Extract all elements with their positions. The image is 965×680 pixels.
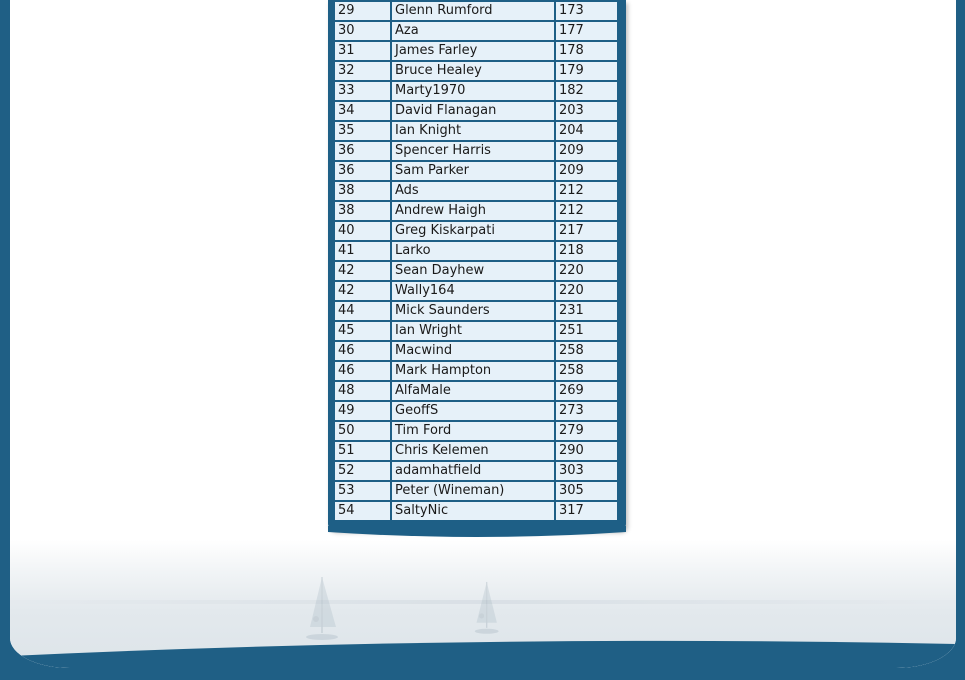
score-cell: 305 bbox=[555, 481, 618, 501]
rank-cell: 53 bbox=[334, 481, 391, 501]
rank-cell: 38 bbox=[334, 201, 391, 221]
results-table-frame bbox=[328, 0, 626, 530]
name-cell: Aza bbox=[391, 21, 555, 41]
table-row bbox=[334, 281, 618, 301]
score-cell: 220 bbox=[555, 261, 618, 281]
rank-cell: 41 bbox=[334, 241, 391, 261]
score-cell: 251 bbox=[555, 321, 618, 341]
name-cell: Wally164 bbox=[391, 281, 555, 301]
table-row bbox=[334, 101, 618, 121]
table-row bbox=[334, 241, 618, 261]
score-cell: 212 bbox=[555, 201, 618, 221]
score-cell: 209 bbox=[555, 141, 618, 161]
score-cell: 173 bbox=[555, 1, 618, 21]
name-cell: adamhatfield bbox=[391, 461, 555, 481]
name-cell: Sean Dayhew bbox=[391, 261, 555, 281]
table-row bbox=[334, 21, 618, 41]
rank-cell: 46 bbox=[334, 361, 391, 381]
rank-cell: 36 bbox=[334, 141, 391, 161]
score-cell: 220 bbox=[555, 281, 618, 301]
table-row bbox=[334, 361, 618, 381]
rank-cell: 30 bbox=[334, 21, 391, 41]
name-cell: Bruce Healey bbox=[391, 61, 555, 81]
rank-cell: 54 bbox=[334, 501, 391, 521]
table-row bbox=[334, 181, 618, 201]
name-cell: Spencer Harris bbox=[391, 141, 555, 161]
rank-cell: 46 bbox=[334, 341, 391, 361]
name-cell: AlfaMale bbox=[391, 381, 555, 401]
score-cell: 231 bbox=[555, 301, 618, 321]
table-row bbox=[334, 421, 618, 441]
rank-cell: 44 bbox=[334, 301, 391, 321]
name-cell: David Flanagan bbox=[391, 101, 555, 121]
table-row bbox=[334, 381, 618, 401]
table-row bbox=[334, 441, 618, 461]
name-cell: Andrew Haigh bbox=[391, 201, 555, 221]
rank-cell: 52 bbox=[334, 461, 391, 481]
table-row bbox=[334, 121, 618, 141]
name-cell: Greg Kiskarpati bbox=[391, 221, 555, 241]
table-row bbox=[334, 41, 618, 61]
table-row bbox=[334, 341, 618, 361]
rank-cell: 45 bbox=[334, 321, 391, 341]
rank-cell: 29 bbox=[334, 1, 391, 21]
name-cell: Chris Kelemen bbox=[391, 441, 555, 461]
rank-cell: 48 bbox=[334, 381, 391, 401]
score-cell: 177 bbox=[555, 21, 618, 41]
table-row bbox=[334, 261, 618, 281]
table-row bbox=[334, 81, 618, 101]
rank-cell: 38 bbox=[334, 181, 391, 201]
table-row bbox=[334, 501, 618, 521]
rank-cell: 42 bbox=[334, 261, 391, 281]
score-cell: 269 bbox=[555, 381, 618, 401]
table-row bbox=[334, 321, 618, 341]
name-cell: GeoffS bbox=[391, 401, 555, 421]
table-row bbox=[334, 461, 618, 481]
results-table-body bbox=[334, 1, 618, 521]
table-row bbox=[334, 481, 618, 501]
rank-cell: 51 bbox=[334, 441, 391, 461]
score-cell: 217 bbox=[555, 221, 618, 241]
name-cell: Ads bbox=[391, 181, 555, 201]
table-row bbox=[334, 301, 618, 321]
table-row bbox=[334, 1, 618, 21]
rank-cell: 34 bbox=[334, 101, 391, 121]
rank-cell: 32 bbox=[334, 61, 391, 81]
windsurfer-silhouette-icon bbox=[302, 575, 342, 645]
score-cell: 182 bbox=[555, 81, 618, 101]
score-cell: 290 bbox=[555, 441, 618, 461]
score-cell: 209 bbox=[555, 161, 618, 181]
score-cell: 273 bbox=[555, 401, 618, 421]
score-cell: 204 bbox=[555, 121, 618, 141]
name-cell: Mick Saunders bbox=[391, 301, 555, 321]
score-cell: 279 bbox=[555, 421, 618, 441]
name-cell: Sam Parker bbox=[391, 161, 555, 181]
rank-cell: 33 bbox=[334, 81, 391, 101]
name-cell: James Farley bbox=[391, 41, 555, 61]
results-table bbox=[333, 0, 619, 522]
name-cell: Ian Knight bbox=[391, 121, 555, 141]
rank-cell: 49 bbox=[334, 401, 391, 421]
name-cell: Peter (Wineman) bbox=[391, 481, 555, 501]
table-row bbox=[334, 401, 618, 421]
rank-cell: 42 bbox=[334, 281, 391, 301]
score-cell: 179 bbox=[555, 61, 618, 81]
name-cell: Larko bbox=[391, 241, 555, 261]
table-row bbox=[334, 221, 618, 241]
table-row bbox=[334, 201, 618, 221]
score-cell: 218 bbox=[555, 241, 618, 261]
name-cell: SaltyNic bbox=[391, 501, 555, 521]
table-row bbox=[334, 61, 618, 81]
table-row bbox=[334, 161, 618, 181]
score-cell: 303 bbox=[555, 461, 618, 481]
score-cell: 258 bbox=[555, 361, 618, 381]
score-cell: 212 bbox=[555, 181, 618, 201]
name-cell: Glenn Rumford bbox=[391, 1, 555, 21]
rank-cell: 40 bbox=[334, 221, 391, 241]
windsurfer-silhouette-icon bbox=[468, 580, 502, 640]
score-cell: 317 bbox=[555, 501, 618, 521]
name-cell: Ian Wright bbox=[391, 321, 555, 341]
name-cell: Mark Hampton bbox=[391, 361, 555, 381]
name-cell: Marty1970 bbox=[391, 81, 555, 101]
rank-cell: 35 bbox=[334, 121, 391, 141]
name-cell: Tim Ford bbox=[391, 421, 555, 441]
rank-cell: 50 bbox=[334, 421, 391, 441]
footer-wave bbox=[10, 638, 956, 668]
score-cell: 203 bbox=[555, 101, 618, 121]
table-bottom-curve bbox=[328, 526, 626, 540]
rank-cell: 31 bbox=[334, 41, 391, 61]
name-cell: Macwind bbox=[391, 341, 555, 361]
rank-cell: 36 bbox=[334, 161, 391, 181]
score-cell: 178 bbox=[555, 41, 618, 61]
table-row bbox=[334, 141, 618, 161]
score-cell: 258 bbox=[555, 341, 618, 361]
